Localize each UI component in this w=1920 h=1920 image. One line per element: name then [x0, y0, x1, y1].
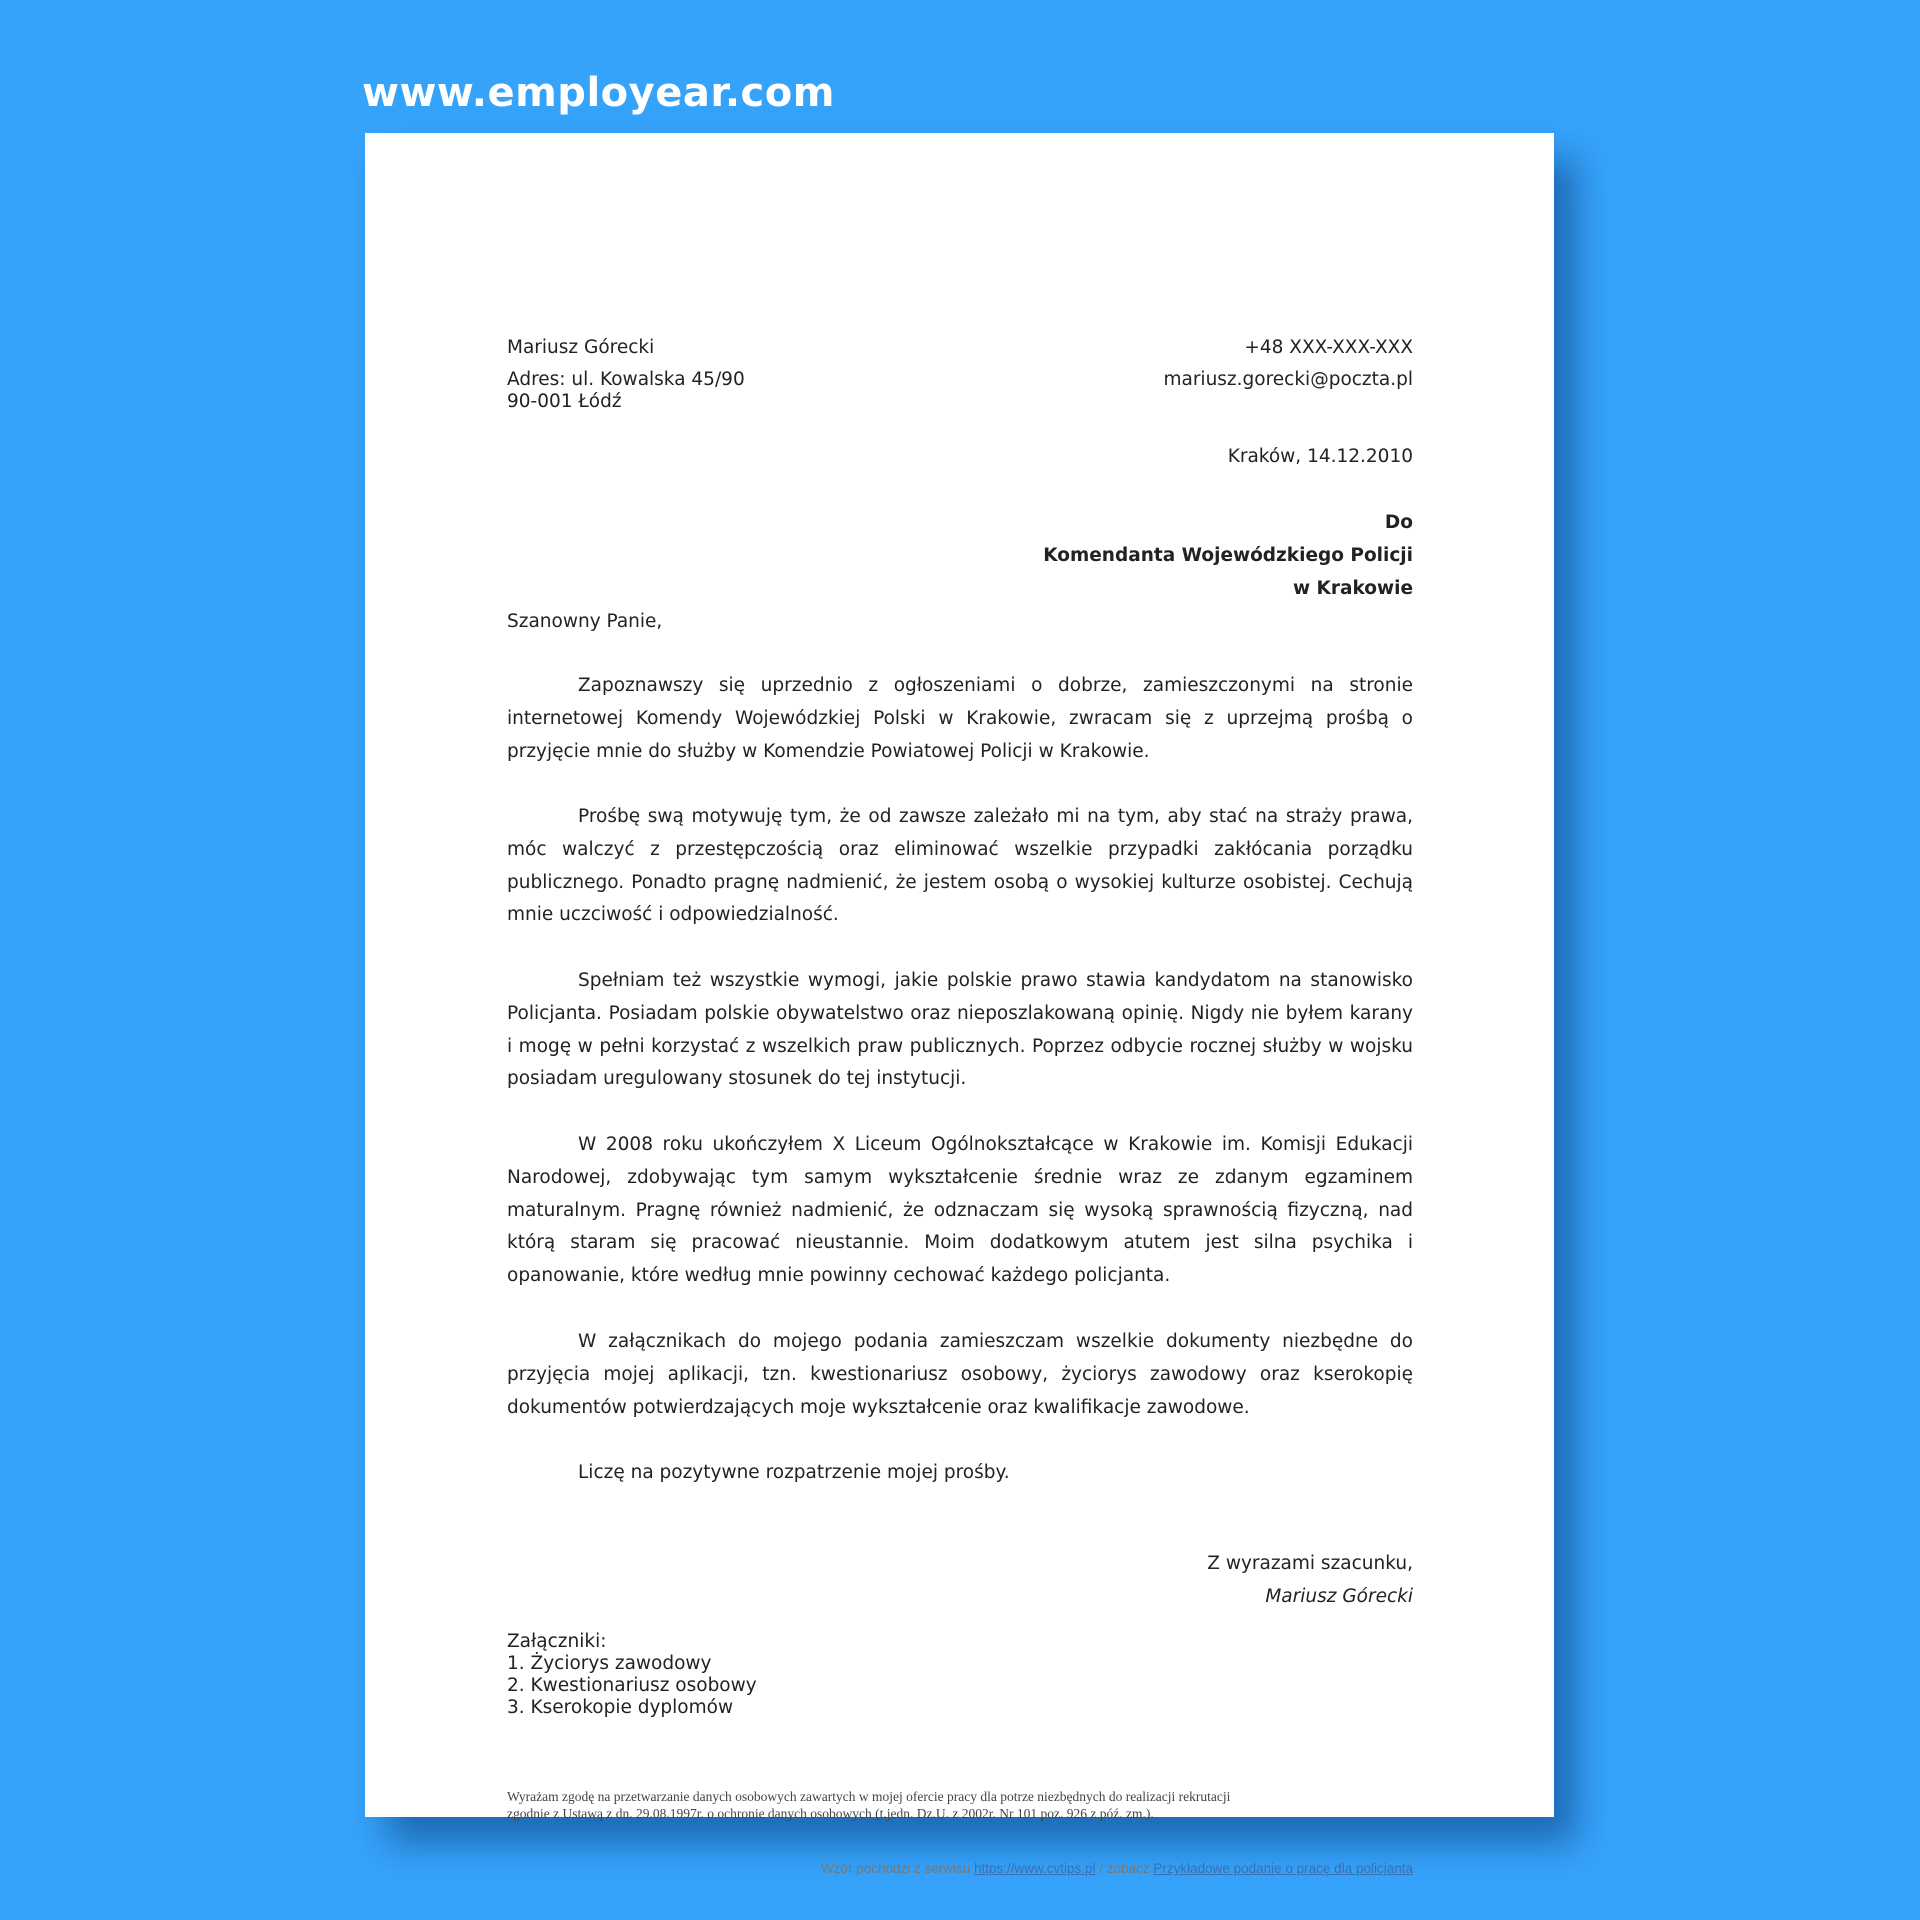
sender-email: mariusz.gorecki@poczta.pl — [1163, 369, 1413, 390]
recipient-line2: Komendanta Wojewódzkiego Policji — [1043, 545, 1413, 566]
paragraph-1: Zapoznawszy się uprzednio z ogłoszeniami o dobrze, zamieszczonymi na stronie internetowej Komendy Wojewódzkiej Polski w Krakowie, zwracam się z uprzejmą prośbą o przyjęcie mnie do służby w Komendzie Powiatowej Policji w Krakowie. — [507, 675, 1413, 762]
attachments-title: Załączniki: — [507, 1631, 607, 1652]
source-prefix: Wzór pochodzi z serwisu — [820, 1861, 974, 1876]
paragraph-6: Liczę na pozytywne rozpatrzenie mojej prośby. — [578, 1462, 1010, 1483]
salutation: Szanowny Panie, — [507, 611, 663, 632]
letter-page — [365, 133, 1554, 1876]
paragraph-2: Prośbę swą motywuję tym, że od zawsze zależało mi na tym, aby stać na straży prawa, móc walczyć z przestępczością oraz eliminować wszelkie przypadki zakłócania porządku publicznego. Ponadto pragnę nadmienić, że jestem osobą o wysokiej kulturze osobistej. Cechują mnie uczciwość i odpowiedzialność. — [507, 806, 1413, 926]
source-middle: / zobacz — [1095, 1861, 1154, 1876]
example-application-link[interactable]: Przykładowe podanie o pracę dla policjanta — [1153, 1861, 1413, 1876]
attachment-item: 2. Kwestionariusz osobowy — [507, 1675, 757, 1696]
cvtips-link[interactable]: https://www.cvtips.pl — [974, 1861, 1096, 1876]
attachments-list — [507, 1653, 757, 1719]
sender-address-line2: 90-001 Łódź — [507, 391, 622, 412]
attachment-item: 3. Kserokopie dyplomów — [507, 1697, 734, 1718]
attachments — [507, 1631, 757, 1719]
closing: Z wyrazami szacunku, — [1207, 1553, 1413, 1574]
sender-contact — [507, 337, 1413, 359]
paragraph-5: W załącznikach do mojego podania zamieszczam wszelkie dokumenty niezbędne do przyjęcia mojej aplikacji, tzn. kwestionariusz osobowy, życiorys zawodowy oraz kserokopię dokumentów potwierdzających moje wykształcenie oraz kwalifikacje zawodowe. — [507, 1331, 1413, 1418]
site-url: www.employear.com — [362, 70, 835, 116]
consent-line1: Wyrażam zgodę na przetwarzanie danych osobowych zawartych w mojej ofercie pracy dla potrze niezbędnych do realizacji rekrutacji — [507, 1789, 1231, 1804]
recipient-line3: w Krakowie — [1293, 578, 1413, 599]
paragraph-4: W 2008 roku ukończyłem X Liceum Ogólnokształcące w Krakowie im. Komisji Edukacji Narodowej, zdobywając tym samym wykształcenie średnie wraz ze zdanym egzaminem maturalnym. Pragnę również nadmienić, że odznaczam się wysoką sprawnością fizyczną, nad którą staram się pracować nieustannie. Moim dodatkowym atutem jest silna psychika i opanowanie, które według mnie powinny cechować każdego policjanta. — [507, 1134, 1413, 1287]
sender-address-line1: Adres: ul. Kowalska 45/90 — [507, 369, 745, 390]
source-note — [507, 1861, 1413, 1876]
signature: Mariusz Górecki — [1265, 1586, 1413, 1607]
sender-name: Mariusz Górecki — [507, 337, 655, 358]
data-consent-clause — [507, 1788, 1413, 1822]
paragraph-3: Spełniam też wszystkie wymogi, jakie polskie prawo stawia kandydatom na stanowisko Policjanta. Posiadam polskie obywatelstwo oraz nieposzlakowaną opinię. Nigdy nie byłem karany i mogę w pełni korzystać z wszelkich praw publicznych. Poprzez odbycie rocznej służby w wojsku posiadam uregulowany stosunek do tej instytucji. — [507, 970, 1413, 1090]
consent-line2: zgodnie z Ustawą z dn. 29.08.1997r. o ochronie danych osobowych (t.jedn. Dz.U. z 2002r. Nr 101 poz. 926 z póź. zm.). — [507, 1806, 1154, 1821]
recipient-line1: Do — [1384, 512, 1413, 533]
attachment-item: 1. Życiorys zawodowy — [507, 1653, 712, 1674]
sender-email-row — [507, 369, 1413, 391]
place-date: Kraków, 14.12.2010 — [1227, 446, 1413, 467]
sender-phone: +48 XXX-XXX-XXX — [1244, 337, 1413, 358]
